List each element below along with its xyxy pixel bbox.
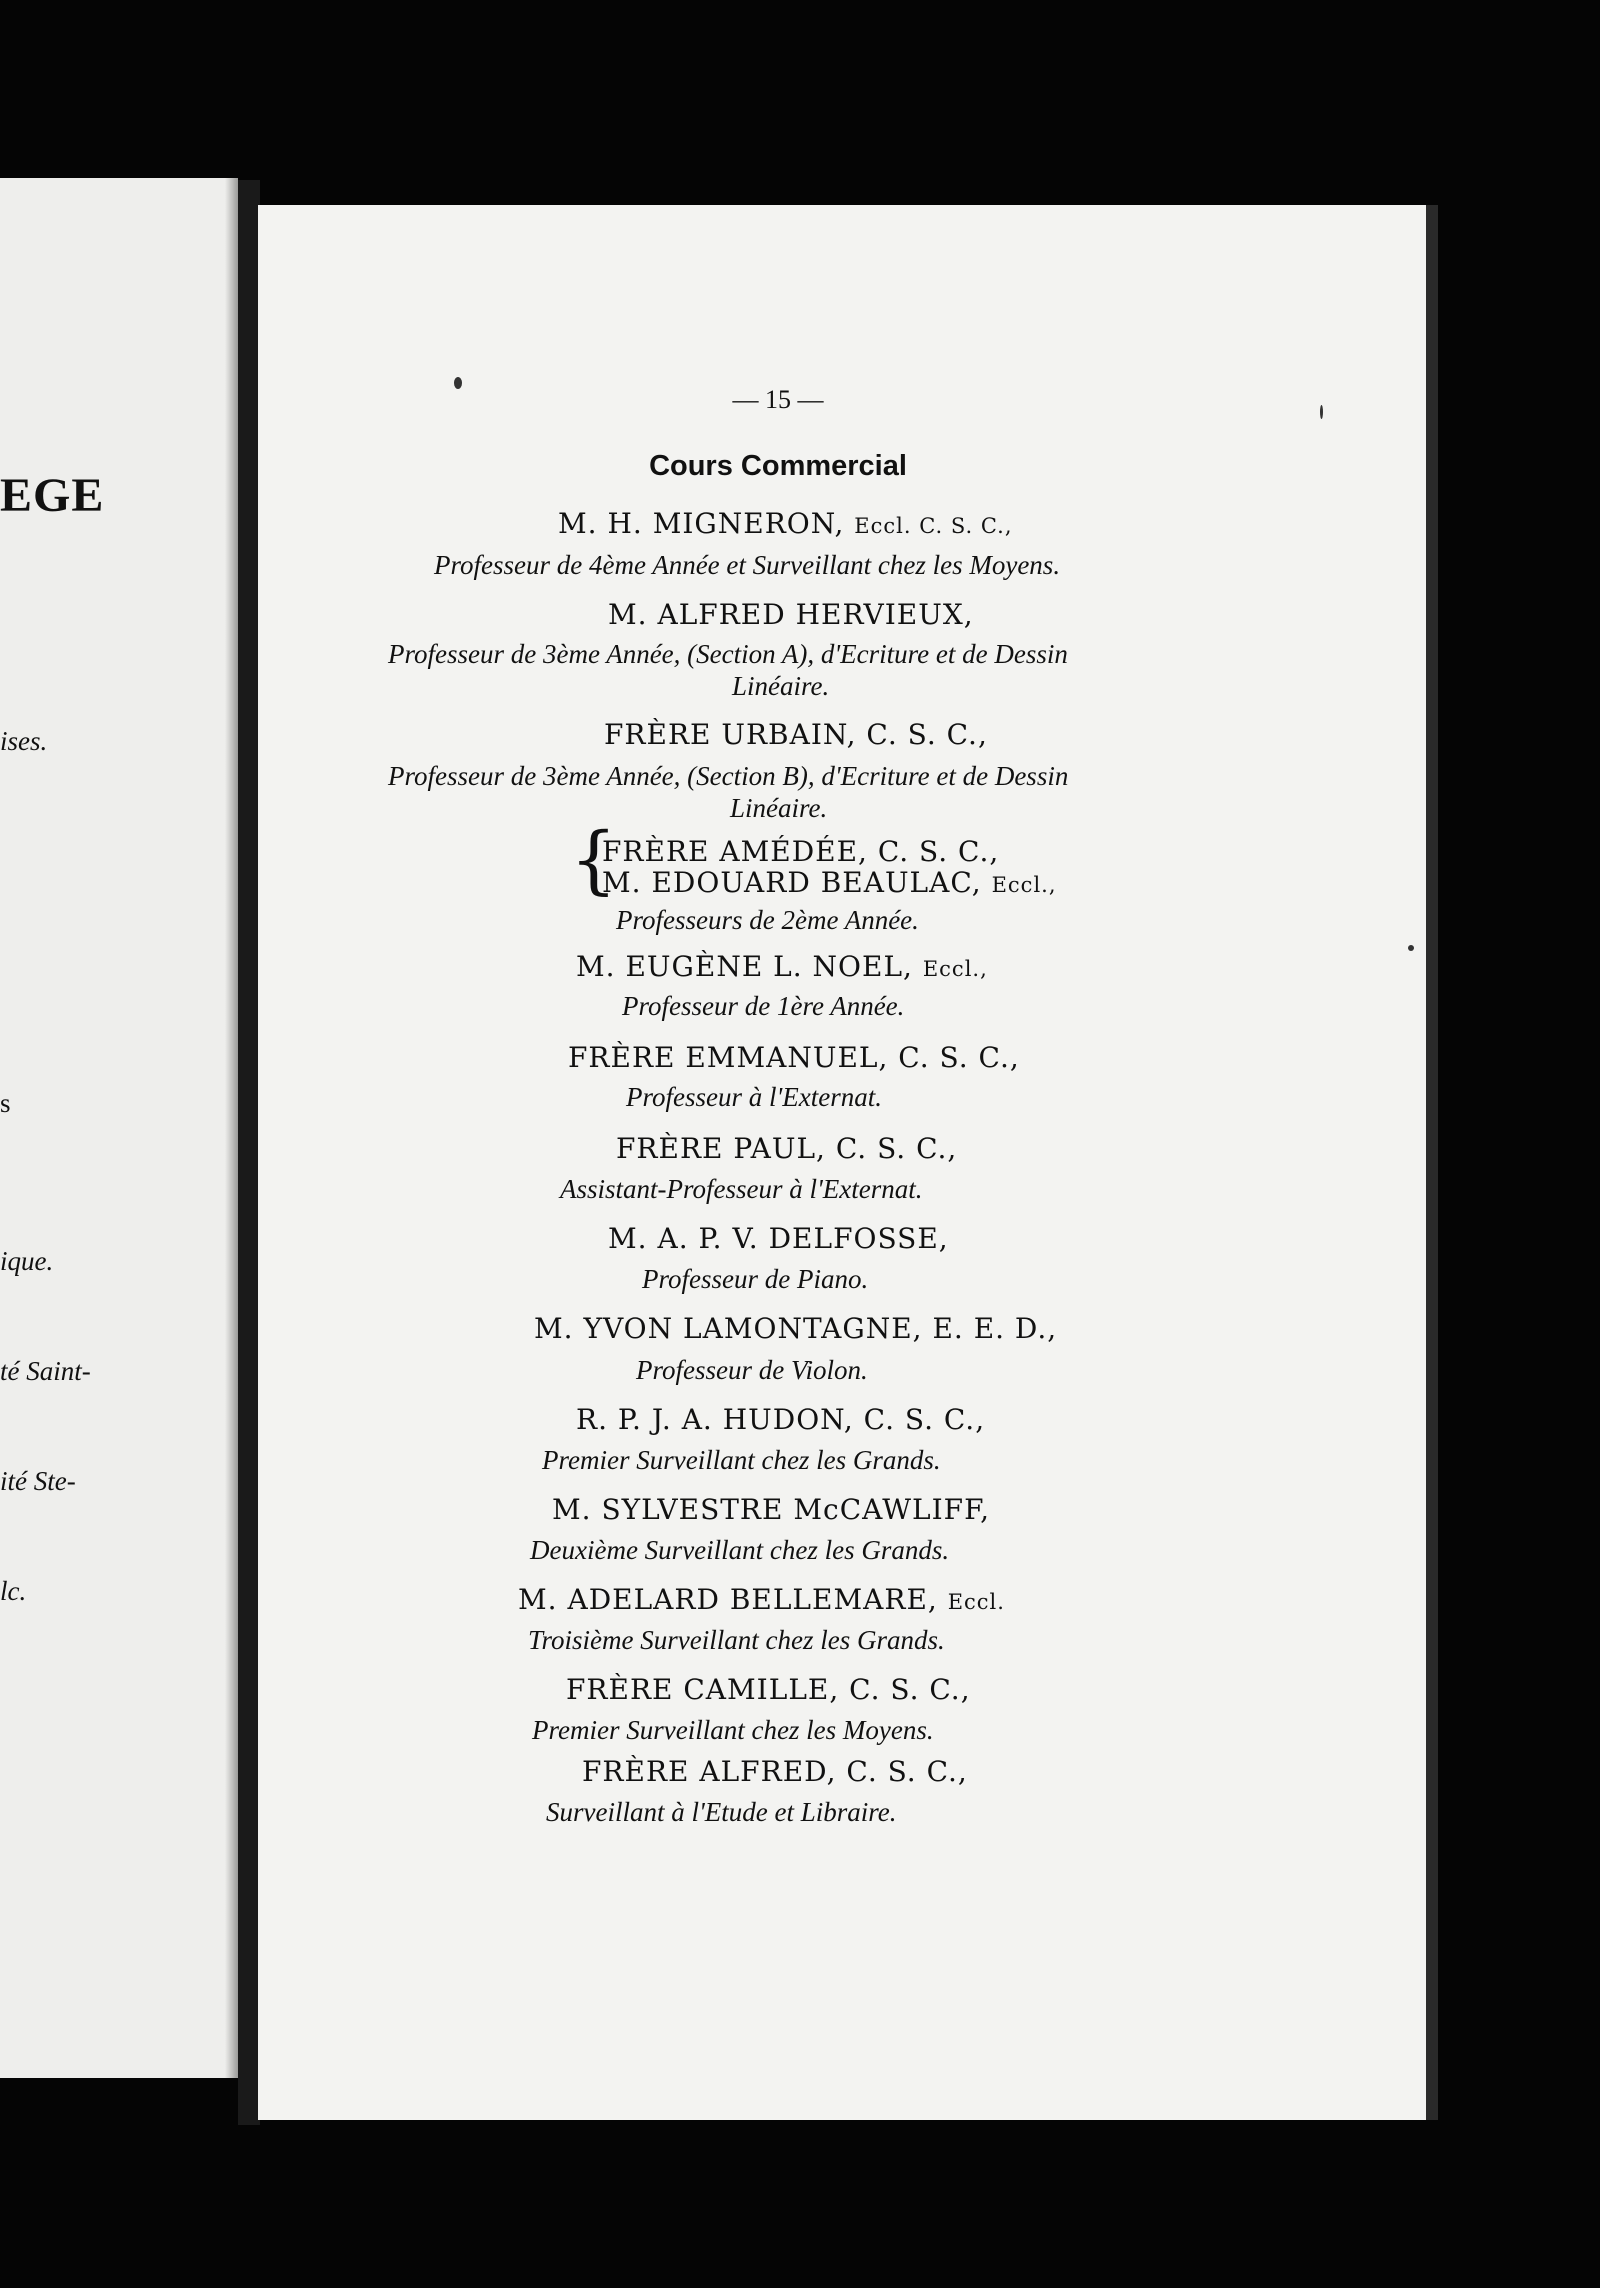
staff-name: R. P. J. A. HUDON, C. S. C., — [576, 1403, 986, 1436]
page-content — [258, 205, 1426, 2120]
section-title: Cours Commercial — [649, 450, 907, 482]
staff-role: Premier Surveillant chez les Moyens. — [532, 1715, 934, 1745]
staff-role-continued: Linéaire. — [732, 671, 830, 701]
staff-role: Troisième Surveillant chez les Grands. — [528, 1625, 945, 1655]
left-page-edge — [0, 178, 238, 2078]
grouping-brace: { — [570, 817, 618, 903]
staff-name: FRÈRE PAUL, C. S. C., — [616, 1132, 958, 1165]
staff-role: Professeur de 1ère Année. — [622, 991, 905, 1021]
right-page — [258, 205, 1438, 2120]
ink-speck — [454, 377, 462, 389]
left-page-fragment: lc. — [0, 1576, 27, 1606]
staff-role: Professeur à l'Externat. — [626, 1082, 882, 1112]
staff-role: Surveillant à l'Etude et Libraire. — [546, 1797, 897, 1827]
staff-name: M. H. MIGNERON, Eccl. C. S. C., — [558, 507, 1013, 540]
staff-role: Professeurs de 2ème Année. — [616, 905, 919, 935]
staff-role: Deuxième Surveillant chez les Grands. — [530, 1535, 950, 1565]
staff-name: M. EDOUARD BEAULAC, Eccl., — [602, 866, 1057, 899]
staff-name: M. YVON LAMONTAGNE, E. E. D., — [534, 1312, 1058, 1345]
staff-name: M. A. P. V. DELFOSSE, — [608, 1222, 949, 1255]
book-spine — [238, 180, 260, 2125]
staff-name: M. ADELARD BELLEMARE, Eccl. — [518, 1583, 1005, 1616]
ink-speck — [1408, 945, 1414, 951]
staff-role: Professeur de 4ème Année et Surveillant chez les Moyens. — [434, 550, 1061, 580]
staff-name: FRÈRE EMMANUEL, C. S. C., — [568, 1041, 1020, 1074]
left-page-fragment: s — [0, 1088, 11, 1118]
page-number: — 15 — — [732, 385, 824, 414]
staff-role-continued: Linéaire. — [730, 793, 828, 823]
staff-role: Premier Surveillant chez les Grands. — [542, 1445, 941, 1475]
left-page-fragment: ises. — [0, 726, 48, 756]
staff-role: Professeur de Piano. — [642, 1264, 869, 1294]
staff-name: FRÈRE URBAIN, C. S. C., — [604, 718, 988, 751]
left-page-fragment: té Saint- — [0, 1356, 91, 1386]
staff-role: Professeur de 3ème Année, (Section B), d'Ecriture et de Dessin — [388, 761, 1069, 791]
staff-name: FRÈRE AMÉDÉE, C. S. C., — [602, 835, 1000, 868]
left-page-fragment: ité Ste- — [0, 1466, 76, 1496]
ink-speck — [1320, 405, 1323, 419]
staff-name: M. ALFRED HERVIEUX, — [608, 598, 974, 631]
staff-role: Assistant-Professeur à l'Externat. — [560, 1174, 923, 1204]
staff-name: M. EUGÈNE L. NOEL, Eccl., — [576, 950, 988, 983]
staff-role: Professeur de 3ème Année, (Section A), d'Ecriture et de Dessin — [388, 639, 1068, 669]
staff-role: Professeur de Violon. — [636, 1355, 868, 1385]
left-page-fragment: ique. — [0, 1246, 54, 1276]
page-gutter — [225, 178, 238, 2078]
staff-name: FRÈRE CAMILLE, C. S. C., — [566, 1673, 971, 1706]
staff-name: M. SYLVESTRE McCAWLIFF, — [552, 1493, 991, 1526]
left-page-fragment: EGE — [0, 469, 105, 522]
staff-name: FRÈRE ALFRED, C. S. C., — [582, 1755, 968, 1788]
